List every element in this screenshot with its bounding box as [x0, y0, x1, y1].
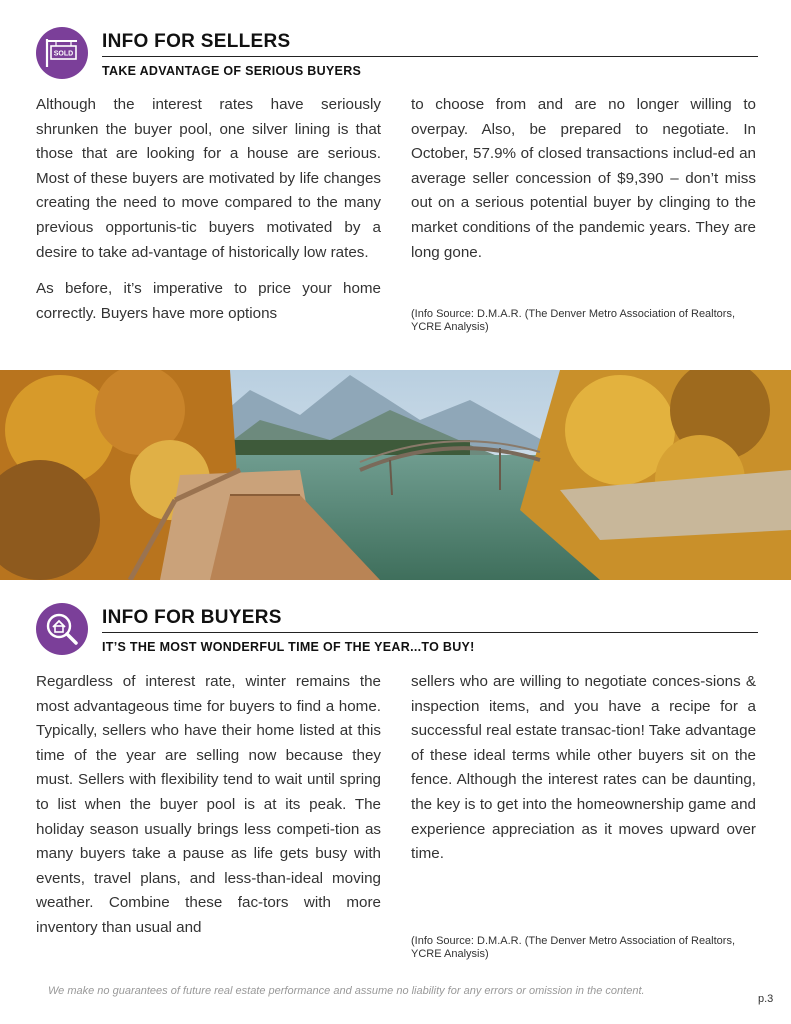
buyers-paragraph-1: Regardless of interest rate, winter remains the most advantageous time for buyers to find a home. Typically, sellers who have their home listed at this time of the year are selling now because they must. Sellers with flexibility tend to wait until spring to list when the buyer pool is at its peak. The holiday season usually brings less competi-tion as many buyers take a pause as life gets busy with events, travel plans, and less-than-ideal moving weather. Combine these fac-tors with more inventory than usual and: [36, 673, 381, 936]
sellers-column-left: [36, 93, 381, 338]
buyers-column-right: [411, 670, 756, 879]
buyers-paragraph-2: sellers who are willing to negotiate conces-sions & inspection items, and you have a recipe for a successful real estate transac-tion! Take advantage of these ideal terms while other buyers sit on the fence. Although the interest rates can be daunting, the key is to get into the homeownership game and experience appreciation as it moves upward over time.: [411, 673, 757, 863]
sellers-badge: [36, 27, 88, 79]
buyers-header: [36, 603, 756, 663]
house-search-icon: [44, 611, 80, 647]
sellers-subtitle: TAKE ADVANTAGE OF SERIOUS BUYERS: [102, 64, 362, 78]
sellers-paragraph-2: As before, it’s imperative to price your home correctly. Buyers have more options: [36, 280, 381, 322]
buyers-badge: [36, 603, 88, 655]
buyers-rule: [102, 632, 758, 633]
sellers-paragraph-1: Although the interest rates have seriously shrunken the buyer pool, one silver lining is that those that are looking for a house are serious. Most of these buyers are motivated by life changes creating the need to move compared to the many previous opportunis-tic buyers motivated by a desire to take ad-vantage of historically low rates.: [36, 96, 381, 261]
disclaimer: We make no guarantees of future real estate performance and assume no liability for any errors or omission in the content.: [48, 985, 645, 997]
sellers-column-right: [411, 93, 756, 277]
buyers-column-left: [36, 670, 381, 953]
buyers-title: INFO FOR BUYERS: [102, 607, 282, 628]
sellers-source: (Info Source: D.M.A.R. (The Denver Metro Association of Realtors, YCRE Analysis): [411, 308, 736, 333]
sellers-header: [36, 27, 756, 87]
buyers-subtitle: IT’S THE MOST WONDERFUL TIME OF THE YEAR...TO BUY!: [102, 640, 475, 654]
autumn-lake-bridge-photo: [0, 370, 791, 580]
sign-text: SOLD: [53, 50, 74, 58]
sellers-rule: [102, 56, 758, 57]
page-number: p.3: [758, 993, 774, 1005]
buyers-source: (Info Source: D.M.A.R. (The Denver Metro Association of Realtors, YCRE Analysis): [411, 935, 736, 960]
sold-sign-icon: [44, 35, 80, 71]
sellers-title: INFO FOR SELLERS: [102, 31, 291, 52]
sellers-paragraph-3: to choose from and are no longer willing to overpay. Also, be prepared to negotiate. In October, 57.9% of closed transactions includ-ed an average seller concession of $9,390 – don’t miss out on a serious potential buyer by clinging to the market conditions of the pandemic years. They are long gone.: [411, 96, 756, 261]
